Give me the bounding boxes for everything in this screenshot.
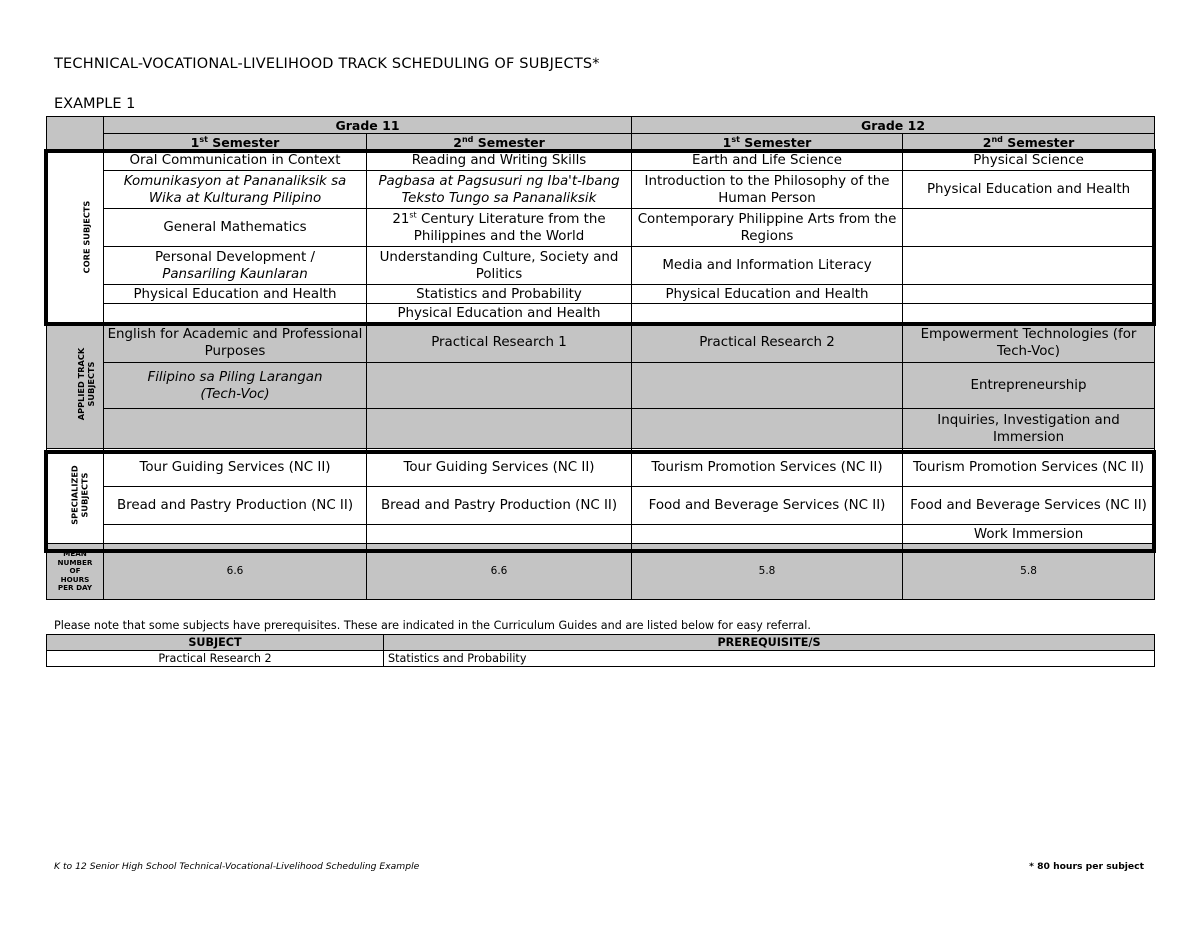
mean-hours-value: 5.8 xyxy=(903,544,1155,600)
subject-cell: Bread and Pastry Production (NC II) xyxy=(367,487,632,525)
footer-caption: K to 12 Senior High School Technical-Vocational-Livelihood Scheduling Example xyxy=(54,861,420,872)
mean-hours-label: MEAN NUMBER OF HOURS PER DAY xyxy=(47,544,104,600)
subject-cell: Physical Education and Health xyxy=(367,304,632,323)
prereq-header-prerequisite: PREREQUISITE/S xyxy=(384,635,1155,651)
schedule-table xyxy=(46,116,1155,600)
prerequisite-table xyxy=(46,634,1155,667)
applied-subjects-label-cell xyxy=(47,323,104,449)
subject-cell: Inquiries, Investigation and Immersion xyxy=(903,409,1155,449)
subject-cell: 21st Century Literature from the Philippines and the World xyxy=(367,209,632,247)
empty-cell xyxy=(903,209,1155,247)
subject-cell: Physical Education and Health xyxy=(903,171,1155,209)
subject-cell: Work Immersion xyxy=(903,525,1155,544)
core-subjects-label: CORE SUBJECTS xyxy=(81,200,92,274)
subject-cell: Empowerment Technologies (for Tech-Voc) xyxy=(903,323,1155,363)
core-subjects-label-cell xyxy=(47,151,104,323)
example-heading: EXAMPLE 1 xyxy=(54,96,136,112)
prerequisite-note: Please note that some subjects have prerequisites. These are indicated in the Curriculum Guides and are listed below for easy referral. xyxy=(54,619,811,632)
empty-cell xyxy=(903,285,1155,304)
empty-cell xyxy=(632,409,903,449)
grade-12-header: Grade 12 xyxy=(632,117,1155,134)
subject-cell: Earth and Life Science xyxy=(632,151,903,171)
subject-cell: General Mathematics xyxy=(104,209,367,247)
subject-cell: Tourism Promotion Services (NC II) xyxy=(632,449,903,487)
semester-header: 1st Semester xyxy=(632,134,903,151)
subject-cell: Komunikasyon at Pananaliksik sa Wika at Kulturang Pilipino xyxy=(104,171,367,209)
empty-cell xyxy=(632,525,903,544)
subject-cell: Entrepreneurship xyxy=(903,363,1155,409)
subject-cell: Reading and Writing Skills xyxy=(367,151,632,171)
subject-cell: Physical Education and Health xyxy=(104,285,367,304)
grade-11-header: Grade 11 xyxy=(104,117,632,134)
empty-cell xyxy=(367,363,632,409)
subject-cell: Food and Beverage Services (NC II) xyxy=(632,487,903,525)
empty-cell xyxy=(903,304,1155,323)
subject-cell: Oral Communication in Context xyxy=(104,151,367,171)
subject-cell: Understanding Culture, Society and Politics xyxy=(367,247,632,285)
empty-cell xyxy=(367,525,632,544)
empty-cell xyxy=(104,409,367,449)
empty-cell xyxy=(104,304,367,323)
empty-cell xyxy=(632,304,903,323)
mean-hours-value: 6.6 xyxy=(104,544,367,600)
subject-cell: Contemporary Philippine Arts from the Regions xyxy=(632,209,903,247)
subject-cell: Pagbasa at Pagsusuri ng Iba't-Ibang Teksto Tungo sa Pananaliksik xyxy=(367,171,632,209)
mean-hours-value: 5.8 xyxy=(632,544,903,600)
subject-cell: Personal Development / Pansariling Kaunlaran xyxy=(104,247,367,285)
subject-cell: Tourism Promotion Services (NC II) xyxy=(903,449,1155,487)
mean-hours-value: 6.6 xyxy=(367,544,632,600)
footer-footnote: * 80 hours per subject xyxy=(1029,861,1144,872)
subject-cell: Physical Science xyxy=(903,151,1155,171)
subject-cell: Practical Research 2 xyxy=(632,323,903,363)
empty-cell xyxy=(632,363,903,409)
corner-cell xyxy=(47,117,104,151)
subject-cell: Statistics and Probability xyxy=(367,285,632,304)
empty-cell xyxy=(104,525,367,544)
semester-header: 1st Semester xyxy=(104,134,367,151)
empty-cell xyxy=(903,247,1155,285)
semester-header: 2nd Semester xyxy=(367,134,632,151)
semester-header: 2nd Semester xyxy=(903,134,1155,151)
subject-cell: Tour Guiding Services (NC II) xyxy=(104,449,367,487)
specialized-subjects-label-cell xyxy=(47,449,104,544)
subject-cell: Physical Education and Health xyxy=(632,285,903,304)
subject-cell: Introduction to the Philosophy of the Human Person xyxy=(632,171,903,209)
applied-subjects-label: APPLIED TRACK SUBJECTS xyxy=(76,347,97,421)
subject-cell: English for Academic and Professional Purposes xyxy=(104,323,367,363)
prereq-subject-cell: Practical Research 2 xyxy=(47,651,384,667)
subject-cell: Media and Information Literacy xyxy=(632,247,903,285)
subject-cell: Food and Beverage Services (NC II) xyxy=(903,487,1155,525)
subject-cell: Tour Guiding Services (NC II) xyxy=(367,449,632,487)
document-title: TECHNICAL-VOCATIONAL-LIVELIHOOD TRACK SCHEDULING OF SUBJECTS* xyxy=(54,56,600,72)
empty-cell xyxy=(367,409,632,449)
subject-cell: Bread and Pastry Production (NC II) xyxy=(104,487,367,525)
prereq-value-cell: Statistics and Probability xyxy=(384,651,1155,667)
specialized-subjects-label: SPECIALIZED SUBJECTS xyxy=(69,464,90,525)
prereq-header-subject: SUBJECT xyxy=(47,635,384,651)
subject-cell: Practical Research 1 xyxy=(367,323,632,363)
subject-cell: Filipino sa Piling Larangan (Tech-Voc) xyxy=(104,363,367,409)
